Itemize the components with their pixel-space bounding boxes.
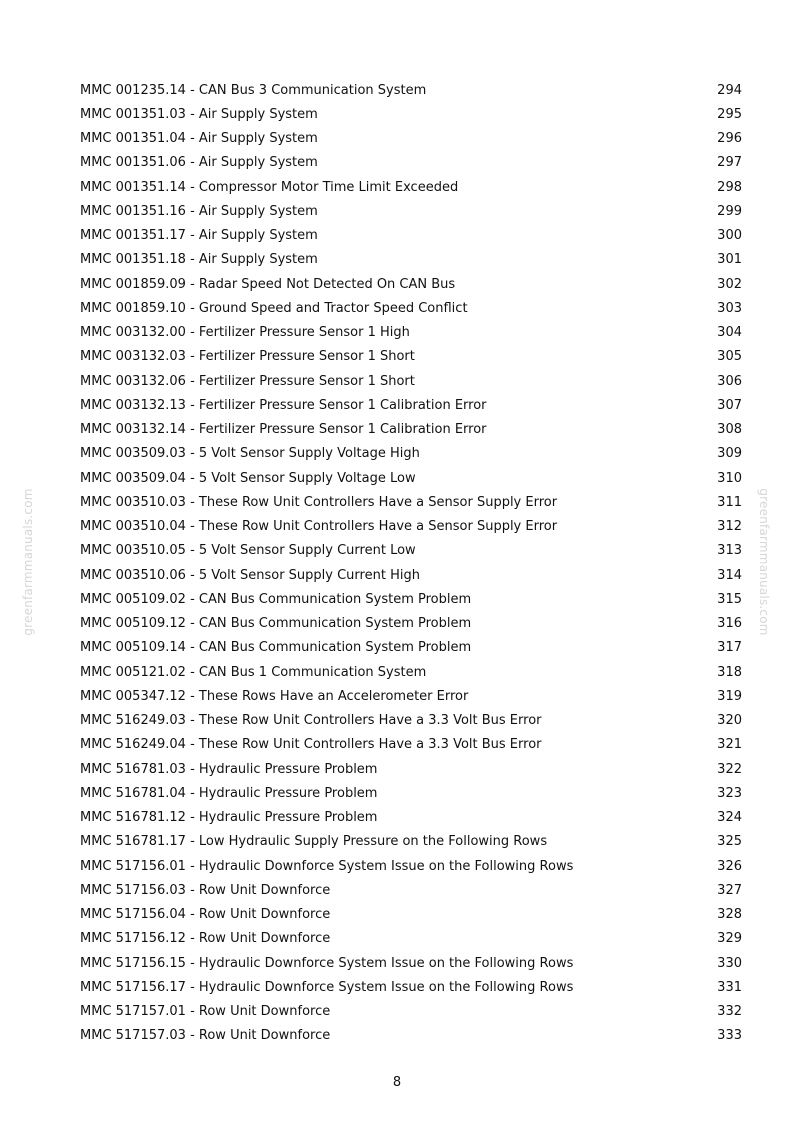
toc-entry-page: 333	[717, 1028, 742, 1044]
toc-entry-title: MMC 005109.14 - CAN Bus Communication System Problem	[80, 641, 472, 655]
toc-entry-page: 298	[717, 179, 742, 195]
toc-entry-title: MMC 001351.03 - Air Supply System	[80, 107, 318, 121]
toc-entry-title: MMC 517156.04 - Row Unit Downforce	[80, 908, 331, 922]
toc-entry[interactable]	[80, 151, 742, 175]
toc-entry-title: MMC 003510.03 - These Row Unit Controllers Have a Sensor Supply Error	[80, 495, 558, 509]
toc-entry-title: MMC 003510.04 - These Row Unit Controllers Have a Sensor Supply Error	[80, 520, 558, 534]
toc-entry-page: 313	[717, 543, 742, 559]
toc-entry[interactable]	[80, 587, 742, 611]
toc-entry-page: 331	[717, 979, 742, 995]
toc-entry-page: 322	[717, 761, 742, 777]
toc-entry[interactable]	[80, 975, 742, 999]
toc-entry[interactable]	[80, 539, 742, 563]
toc-entry-page: 310	[717, 470, 742, 486]
toc-entry-page: 327	[717, 882, 742, 898]
toc-entry-title: MMC 516781.04 - Hydraulic Pressure Problem	[80, 786, 378, 800]
toc-entry[interactable]	[80, 612, 742, 636]
toc-entry-title: MMC 001351.14 - Compressor Motor Time Limit Exceeded	[80, 180, 459, 194]
toc-entry-title: MMC 516249.04 - These Row Unit Controllers Have a 3.3 Volt Bus Error	[80, 738, 542, 752]
toc-entry-title: MMC 003132.13 - Fertilizer Pressure Sensor 1 Calibration Error	[80, 398, 487, 412]
toc-entry[interactable]	[80, 806, 742, 830]
toc-entry[interactable]	[80, 757, 742, 781]
toc-entry-title: MMC 003132.14 - Fertilizer Pressure Sensor 1 Calibration Error	[80, 423, 487, 437]
toc-entry[interactable]	[80, 369, 742, 393]
toc-entry-page: 300	[717, 228, 742, 244]
toc-entry[interactable]	[80, 224, 742, 248]
toc-entry[interactable]	[80, 709, 742, 733]
toc-entry-page: 323	[717, 785, 742, 801]
toc-entry[interactable]	[80, 563, 742, 587]
toc-entry-title: MMC 005109.12 - CAN Bus Communication System Problem	[80, 617, 472, 631]
toc-entry-page: 329	[717, 931, 742, 947]
page-number: 8	[392, 1075, 402, 1090]
toc-entry-page: 318	[717, 664, 742, 680]
toc-entry-page: 325	[717, 834, 742, 850]
toc-entry[interactable]	[80, 442, 742, 466]
toc-entry-page: 328	[717, 907, 742, 923]
toc-entry-page: 311	[717, 494, 742, 510]
toc-entry-page: 306	[717, 373, 742, 389]
toc-entry-page: 320	[717, 713, 742, 729]
toc-entry-title: MMC 001351.18 - Air Supply System	[80, 253, 318, 267]
toc-entry-title: MMC 005347.12 - These Rows Have an Accelerometer Error	[80, 689, 469, 703]
toc-entry-page: 324	[717, 810, 742, 826]
toc-entry-page: 315	[717, 591, 742, 607]
toc-entry-title: MMC 516781.17 - Low Hydraulic Supply Pressure on the Following Rows	[80, 835, 548, 849]
toc-entry-title: MMC 516781.12 - Hydraulic Pressure Problem	[80, 811, 378, 825]
toc-entry-title: MMC 005121.02 - CAN Bus 1 Communication System	[80, 665, 427, 679]
toc-entry[interactable]	[80, 854, 742, 878]
toc-entry[interactable]	[80, 1024, 742, 1048]
toc-entry-page: 302	[717, 276, 742, 292]
toc-entry-page: 296	[717, 131, 742, 147]
toc-entry-title: MMC 001235.14 - CAN Bus 3 Communication System	[80, 83, 427, 97]
toc-entry[interactable]	[80, 684, 742, 708]
watermark-right: greenfarmmanuals.com	[757, 488, 771, 636]
toc-entry[interactable]	[80, 272, 742, 296]
toc-entry-page: 309	[717, 446, 742, 462]
toc-entry[interactable]	[80, 636, 742, 660]
toc-entry[interactable]	[80, 878, 742, 902]
toc-entry-title: MMC 001859.10 - Ground Speed and Tractor Speed Conflict	[80, 301, 468, 315]
toc-entry-page: 308	[717, 422, 742, 438]
toc-entry-page: 304	[717, 325, 742, 341]
toc-entry[interactable]	[80, 418, 742, 442]
toc-entry-title: MMC 517156.12 - Row Unit Downforce	[80, 932, 331, 946]
toc-entry[interactable]	[80, 733, 742, 757]
toc-entry-page: 321	[717, 737, 742, 753]
toc-entry-page: 294	[717, 82, 742, 98]
toc-entry[interactable]	[80, 393, 742, 417]
toc-entry-page: 307	[717, 397, 742, 413]
toc-entry-title: MMC 517156.01 - Hydraulic Downforce System Issue on the Following Rows	[80, 859, 574, 873]
toc-entry-title: MMC 003510.06 - 5 Volt Sensor Supply Current High	[80, 568, 420, 582]
toc-entry-page: 326	[717, 858, 742, 874]
toc-entry[interactable]	[80, 102, 742, 126]
toc-entry[interactable]	[80, 78, 742, 102]
toc-entry-title: MMC 517157.01 - Row Unit Downforce	[80, 1005, 331, 1019]
toc-entry[interactable]	[80, 903, 742, 927]
watermark-left: greenfarmmanuals.com	[21, 488, 35, 636]
toc-entry-title: MMC 003509.04 - 5 Volt Sensor Supply Voltage Low	[80, 471, 416, 485]
toc-entry-page: 303	[717, 300, 742, 316]
toc-entry[interactable]	[80, 127, 742, 151]
toc-entry-page: 301	[717, 252, 742, 268]
toc-entry[interactable]	[80, 490, 742, 514]
table-of-contents	[80, 78, 742, 1048]
toc-entry-title: MMC 003509.03 - 5 Volt Sensor Supply Voltage High	[80, 447, 420, 461]
toc-entry-title: MMC 001351.16 - Air Supply System	[80, 204, 318, 218]
toc-entry-title: MMC 001351.17 - Air Supply System	[80, 229, 318, 243]
toc-entry-page: 314	[717, 567, 742, 583]
toc-entry-page: 305	[717, 349, 742, 365]
toc-entry[interactable]	[80, 951, 742, 975]
toc-entry-title: MMC 003510.05 - 5 Volt Sensor Supply Current Low	[80, 544, 416, 558]
toc-entry-page: 319	[717, 688, 742, 704]
toc-entry-title: MMC 001859.09 - Radar Speed Not Detected On CAN Bus	[80, 277, 456, 291]
toc-entry[interactable]	[80, 1000, 742, 1024]
toc-entry-page: 295	[717, 106, 742, 122]
toc-entry-page: 316	[717, 616, 742, 632]
toc-entry[interactable]	[80, 199, 742, 223]
toc-entry-title: MMC 517156.15 - Hydraulic Downforce System Issue on the Following Rows	[80, 956, 574, 970]
toc-entry-page: 312	[717, 519, 742, 535]
toc-entry-title: MMC 001351.04 - Air Supply System	[80, 132, 318, 146]
toc-entry-page: 330	[717, 955, 742, 971]
toc-entry[interactable]	[80, 345, 742, 369]
toc-entry-title: MMC 516781.03 - Hydraulic Pressure Problem	[80, 762, 378, 776]
toc-entry-title: MMC 003132.00 - Fertilizer Pressure Sensor 1 High	[80, 326, 410, 340]
toc-entry[interactable]	[80, 321, 742, 345]
toc-entry[interactable]	[80, 515, 742, 539]
toc-entry[interactable]	[80, 660, 742, 684]
toc-entry-title: MMC 003132.03 - Fertilizer Pressure Sensor 1 Short	[80, 350, 415, 364]
toc-entry-title: MMC 005109.02 - CAN Bus Communication System Problem	[80, 592, 472, 606]
toc-entry-page: 299	[717, 203, 742, 219]
toc-entry[interactable]	[80, 175, 742, 199]
toc-entry[interactable]	[80, 781, 742, 805]
toc-entry[interactable]	[80, 466, 742, 490]
toc-entry[interactable]	[80, 927, 742, 951]
toc-entry-page: 317	[717, 640, 742, 656]
toc-entry-title: MMC 516249.03 - These Row Unit Controllers Have a 3.3 Volt Bus Error	[80, 714, 542, 728]
toc-entry-page: 297	[717, 155, 742, 171]
toc-entry-title: MMC 517156.17 - Hydraulic Downforce System Issue on the Following Rows	[80, 980, 574, 994]
toc-entry-title: MMC 517156.03 - Row Unit Downforce	[80, 883, 331, 897]
toc-entry-title: MMC 517157.03 - Row Unit Downforce	[80, 1029, 331, 1043]
toc-entry-title: MMC 001351.06 - Air Supply System	[80, 156, 318, 170]
toc-entry[interactable]	[80, 830, 742, 854]
toc-entry-page: 332	[717, 1004, 742, 1020]
toc-entry[interactable]	[80, 248, 742, 272]
toc-entry-title: MMC 003132.06 - Fertilizer Pressure Sensor 1 Short	[80, 374, 415, 388]
toc-entry[interactable]	[80, 296, 742, 320]
